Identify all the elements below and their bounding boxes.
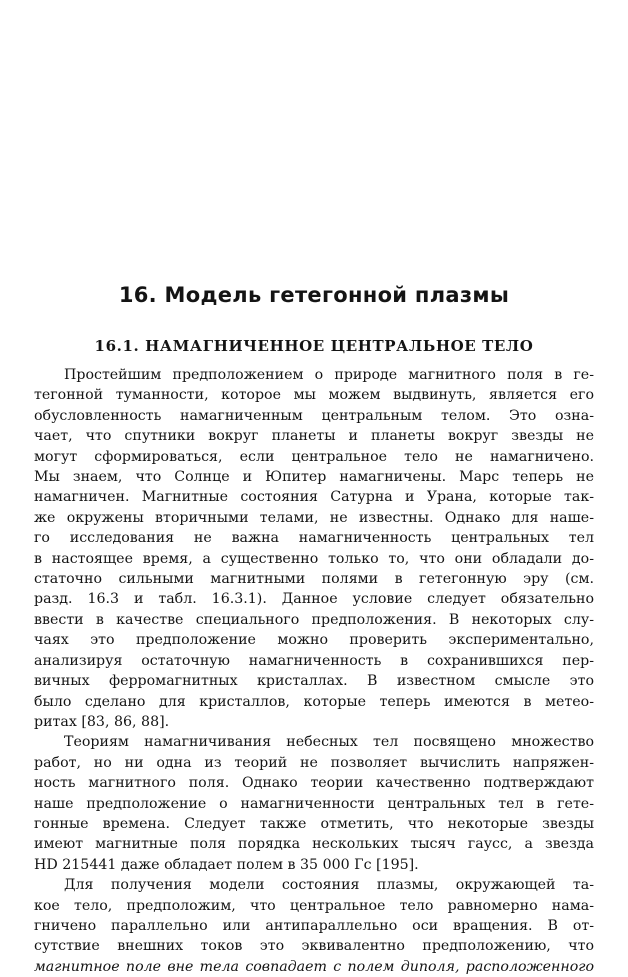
- text-line: гонные времена. Следует также отметить, что некоторые звезды: [34, 815, 594, 832]
- chapter-title: 16. Модель гетегонной плазмы: [118, 283, 510, 307]
- text-line: Для получения модели состояния плазмы, окружающей та-: [64, 877, 594, 894]
- text-line: тегонной туманности, которое мы можем выдвинуть, является его: [34, 387, 594, 404]
- text-line: сутствие внешних токов это эквивалентно предположению, что: [34, 938, 594, 955]
- text-line: ввести в качестве специального предположения. В некоторых слу-: [34, 611, 594, 628]
- text-line: ритах [83, 86, 88].: [34, 713, 170, 730]
- text-line: гничено параллельно или антипараллельно оси вращения. В от-: [34, 917, 594, 934]
- text-line: могут сформироваться, если центральное тело не намагничено.: [34, 448, 594, 465]
- body-text: [34, 365, 594, 977]
- text-line-italic: магнитное поле вне тела совпадает с полем диполя, расположенного: [34, 958, 594, 975]
- text-line: HD 215441 даже обладает полем в 35 000 Гс [195].: [34, 856, 419, 873]
- text-line: Теориям намагничивания небесных тел посвящено множество: [64, 734, 594, 751]
- text-line: наше предположение о намагниченности центральных тел в гете-: [34, 795, 594, 812]
- text-line: имеют магнитные поля порядка нескольких тысяч гаусс, а звезда: [34, 836, 594, 853]
- text-line: вичных ферромагнитных кристаллах. В известном смысле это: [34, 673, 594, 690]
- text-line: ность магнитного поля. Однако теории качественно подтверждают: [34, 775, 594, 792]
- text-line: разд. 16.3 и табл. 16.3.1). Данное условие следует обязательно: [34, 591, 594, 608]
- text-line: анализируя остаточную намагниченность в сохранившихся пер-: [34, 652, 594, 669]
- text-line: же окружены вторичными телами, не известны. Однако для наше-: [34, 509, 594, 526]
- text-line: чаях это предположение можно проверить экспериментально,: [34, 632, 594, 649]
- text-line: го исследования не важна намагниченность центральных тел: [34, 530, 594, 547]
- text-line: работ, но ни одна из теорий не позволяет вычислить напряжен-: [34, 754, 594, 771]
- text-line: чает, что спутники вокруг планеты и планеты вокруг звезды не: [34, 428, 594, 445]
- text-line: намагничен. Магнитные состояния Сатурна и Урана, которые так-: [34, 489, 594, 506]
- text-line: статочно сильными магнитными полями в гетегонную эру (см.: [34, 571, 594, 588]
- text-line: Мы знаем, что Солнце и Юпитер намагничены. Марс теперь не: [34, 469, 594, 486]
- text-line: в настоящее время, а существенно только то, что они обладали до-: [34, 550, 594, 567]
- text-line: обусловленность намагниченным центральным телом. Это озна-: [34, 407, 594, 424]
- section-title: 16.1. НАМАГНИЧЕННОЕ ЦЕНТРАЛЬНОЕ ТЕЛО: [94, 337, 534, 355]
- text-line: кое тело, предположим, что центральное тело равномерно нама-: [34, 897, 594, 914]
- text-line: Простейшим предположением о природе магнитного поля в ге-: [64, 367, 594, 383]
- text-line: было сделано для кристаллов, которые теперь имеются в метео-: [34, 693, 594, 710]
